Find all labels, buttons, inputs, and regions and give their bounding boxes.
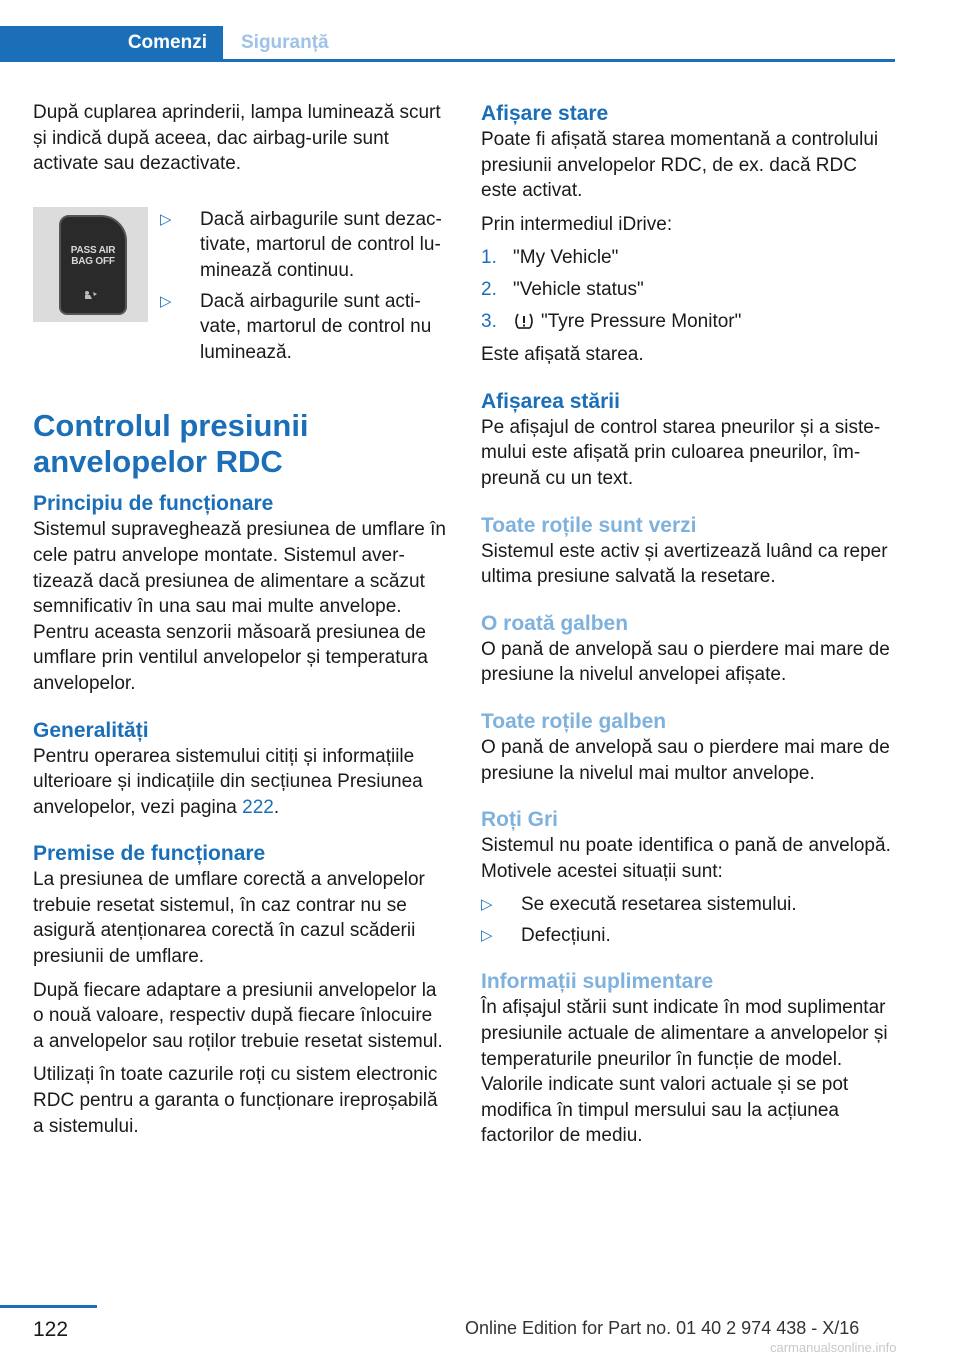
list-item: ▷ Defecțiuni. <box>481 923 896 949</box>
list-item: ▷ Dacă airbagurile sunt activate, martorul de control nu luminează. <box>160 290 432 363</box>
extra-info-paragraph: În afișajul stării sunt indicate în mod suplimentar presiunile actuale de alimentare a anvelopelor și temperaturile pneurilor în funcție de model. Valorile indicate sunt valori actuale și se pot modifica în timpul mersului sau la acțiunea factorilor de mediu. <box>481 997 888 1147</box>
list-item: ▷ Dacă airbagurile sunt dezactivate, martorul de control luminează continuu. <box>160 208 442 281</box>
section-title-rdc: Controlul presiunii anvelopelor RDC <box>33 408 309 480</box>
tyre-pressure-warning-icon <box>513 312 535 330</box>
heading-display: Afișarea stării <box>481 389 620 413</box>
premise-paragraph-3: Utilizați în toate cazurile roți cu sistem electronic RDC pentru a garanta o funcționare ireproșabilă a sistemului. <box>33 1064 438 1137</box>
general-paragraph: Pentru operarea sistemului citiți și informațiile ulterioare și indicațiile din secțiunea Presiunea anvelopelor, vezi pagina 222. <box>33 745 423 818</box>
heading-all-yellow: Toate roțile galben <box>481 709 667 733</box>
premise-paragraph-2: După fiecare adaptare a presiunii anvelopelor la o nouă valoare, respectiv după fiecare înlocuire a anvelopelor sau roților trebuie resetat sistemul. <box>33 979 443 1052</box>
status-paragraph: Poate fi afișată starea momentană a controlului presiunii anvelopelor RDC, de ex. dacă RDC este activat. <box>481 129 879 202</box>
heading-principle: Principiu de funcționare <box>33 492 274 516</box>
principle-paragraph: Sistemul supraveghează presiunea de umflare în cele patru anvelope montate. Sistemul avertizează dacă presiunea de alimentare a scăzut semnificativ în una sau mai multe anvelope. Pentru aceasta senzorii măsoară presiunea de umflare prin ventilul anvelopelor și temperatura anvelopelor. <box>33 519 446 694</box>
right-column <box>481 100 896 1157</box>
triangle-bullet-icon: ▷ <box>160 210 172 228</box>
page-number: 122 <box>33 1318 69 1341</box>
heading-grey: Roți Gri <box>481 808 558 832</box>
display-paragraph: Pe afișajul de control starea pneurilor și a sistemului este afișată prin culoarea pneurilor, împreună cu un text. <box>481 416 881 489</box>
list-item: ▷ Se execută resetarea sistemului. <box>481 892 896 918</box>
tab-siguranta[interactable]: Siguranță <box>241 32 329 53</box>
header-divider <box>0 59 895 62</box>
watermark: carmanualsonline.info <box>770 1340 897 1355</box>
edition-text: Online Edition for Part no. 01 40 2 974 438 - X/16 <box>465 1318 860 1338</box>
one-yellow-paragraph: O pană de anvelopă sau o pierdere mai mare de presiune la nivelul anvelopei afișate. <box>481 638 890 686</box>
header-tabs <box>0 26 895 62</box>
heading-extra-info: Informații suplimentare <box>481 970 714 994</box>
all-yellow-paragraph: O pană de anvelopă sau o pierdere mai mare de presiune la nivelul mai multor anvelope. <box>481 736 890 784</box>
list-item: 2. "Vehicle status" <box>481 278 644 300</box>
passenger-seat-icon <box>83 285 103 295</box>
triangle-bullet-icon: ▷ <box>160 292 172 310</box>
idrive-paragraph: Prin intermediul iDrive: <box>481 213 673 235</box>
airbag-button-label: PASS AIR BAG OFF <box>70 244 116 267</box>
heading-one-yellow: O roată galben <box>481 611 629 635</box>
premise-paragraph-1: La presiunea de umflare corectă a anvelopelor trebuie resetat sistemul, în caz contrar nu se asigură atenționarea corectă în cazul scăderii presiunii de umflare. <box>33 869 425 968</box>
heading-premise: Premise de funcționare <box>33 842 266 866</box>
heading-general: Generalități <box>33 718 149 742</box>
footer-divider <box>0 1305 97 1308</box>
airbag-button-shape <box>59 215 127 315</box>
airbag-figure-row <box>33 207 448 379</box>
intro-paragraph: După cuplarea aprinderii, lampa luminează scurt și indică după aceea, dac airbag-urile sunt activate sau dezactivate. <box>33 102 441 175</box>
heading-status: Afișare stare <box>481 102 609 125</box>
grey-paragraph: Sistemul nu poate identifica o pană de anvelopă. Motivele acestei situații sunt: <box>481 835 891 882</box>
page-link-222[interactable]: 222 <box>242 796 274 818</box>
triangle-bullet-icon: ▷ <box>481 896 493 914</box>
left-column <box>33 100 448 1147</box>
triangle-bullet-icon: ▷ <box>481 926 493 944</box>
heading-green: Toate roțile sunt verzi <box>481 513 697 537</box>
list-item: 1. "My Vehicle" <box>481 247 619 269</box>
list-item: 3. "Tyre Pressure Monitor" <box>481 310 742 332</box>
idrive-steps <box>481 245 896 334</box>
shown-paragraph: Este afișată starea. <box>481 344 644 366</box>
airbag-status-list <box>160 207 448 371</box>
tab-comenzi[interactable]: Comenzi <box>0 26 223 60</box>
green-paragraph: Sistemul este activ și avertizează luând ca reper ultima presiune salvată la resetare. <box>481 540 888 588</box>
grey-reasons-list <box>481 892 896 948</box>
airbag-off-button-image <box>33 207 148 322</box>
